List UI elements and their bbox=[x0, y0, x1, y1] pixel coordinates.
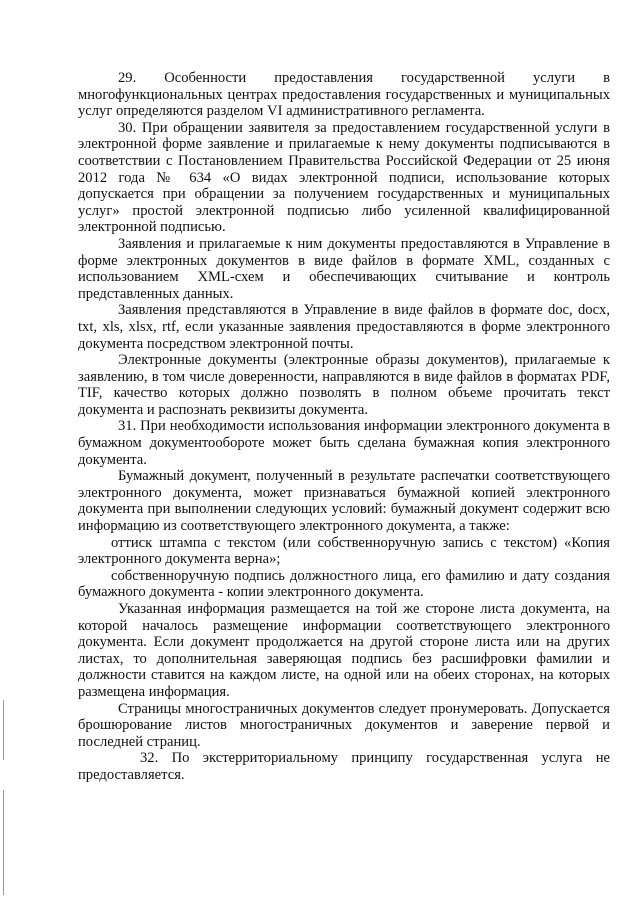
paragraph-32: 32. По экстерриториальному принципу государственная услуга не предоставляется. bbox=[78, 750, 610, 783]
paragraph-paper-copy: Бумажный документ, полученный в результате распечатки соответствующего электронного документа, может признаваться бумажной копией электронного документа при выполнении следующих условий: бумажный документ содержит всю информацию из соответствующего электронного документа, а также: bbox=[78, 468, 610, 535]
paragraph-stamp: оттиск штампа с текстом (или собственноручную запись с текстом) «Копия электронного документа верна»; bbox=[78, 534, 610, 568]
paragraph-pagination: Страницы многостраничных документов следует пронумеровать. Допускается брошюрование листов многостраничных документов и заверение первой и последней страниц. bbox=[78, 700, 610, 750]
paragraph-30: 30. При обращении заявителя за предоставлением государственной услуги в электронной форме заявление и прилагаемые к нему документы подписываются в соответствии с Постановлением Правительства Российской Федерации от 25 июня 2012 года № 634 «О видах электронной подписи, использование которых допускается при обращении за получением государственных и муниципальных услуг» простой электронной подписью либо усиленной квалифицированной электронной подписью. bbox=[78, 119, 610, 236]
scan-margin-mark bbox=[3, 790, 4, 895]
paragraph-email-formats: Заявления представляются в Управление в виде файлов в формате doc, docx, txt, xls, xlsx, rtf, если указанные заявления предоставляются в форме электронного документа посредством электронной почты. bbox=[78, 302, 610, 352]
paragraph-placement: Указанная информация размещается на той же стороне листа документа, на которой началось размещение информации соответствующего электронного документа. Если документ продолжается на другой стороне листа или на других листах, то дополнительная заверяющая подпись без расшифровки фамилии и должности ставится на каждом листе, на одной или на обеих сторонах, на которых размещена информация. bbox=[78, 601, 610, 700]
paragraph-signature: собственноручную подпись должностного лица, его фамилию и дату создания бумажного документа - копии электронного документа. bbox=[78, 567, 610, 601]
document-page bbox=[78, 70, 610, 784]
paragraph-electronic-images: Электронные документы (электронные образы документов), прилагаемые к заявлению, в том числе доверенности, направляются в виде файлов в форматах PDF, TIF, качество которых должно позволять в полном объеме прочитать текст документа и распознать реквизиты документа. bbox=[78, 352, 610, 418]
paragraph-29: 29. Особенности предоставления государственной услуги в многофункциональных центрах предоставления государственных и муниципальных услуг определяются разделом VI административного регламента. bbox=[78, 70, 610, 120]
paragraph-31: 31. При необходимости использования информации электронного документа в бумажном документообороте может быть сделана бумажная копия электронного документа. bbox=[78, 418, 610, 468]
scan-margin-mark bbox=[3, 700, 4, 760]
paragraph-xml-format: Заявления и прилагаемые к ним документы предоставляются в Управление в форме электронных документов в виде файлов в формате XML, созданных с использованием XML-схем и обеспечивающих считывание и контроль представленных данных. bbox=[78, 235, 610, 302]
